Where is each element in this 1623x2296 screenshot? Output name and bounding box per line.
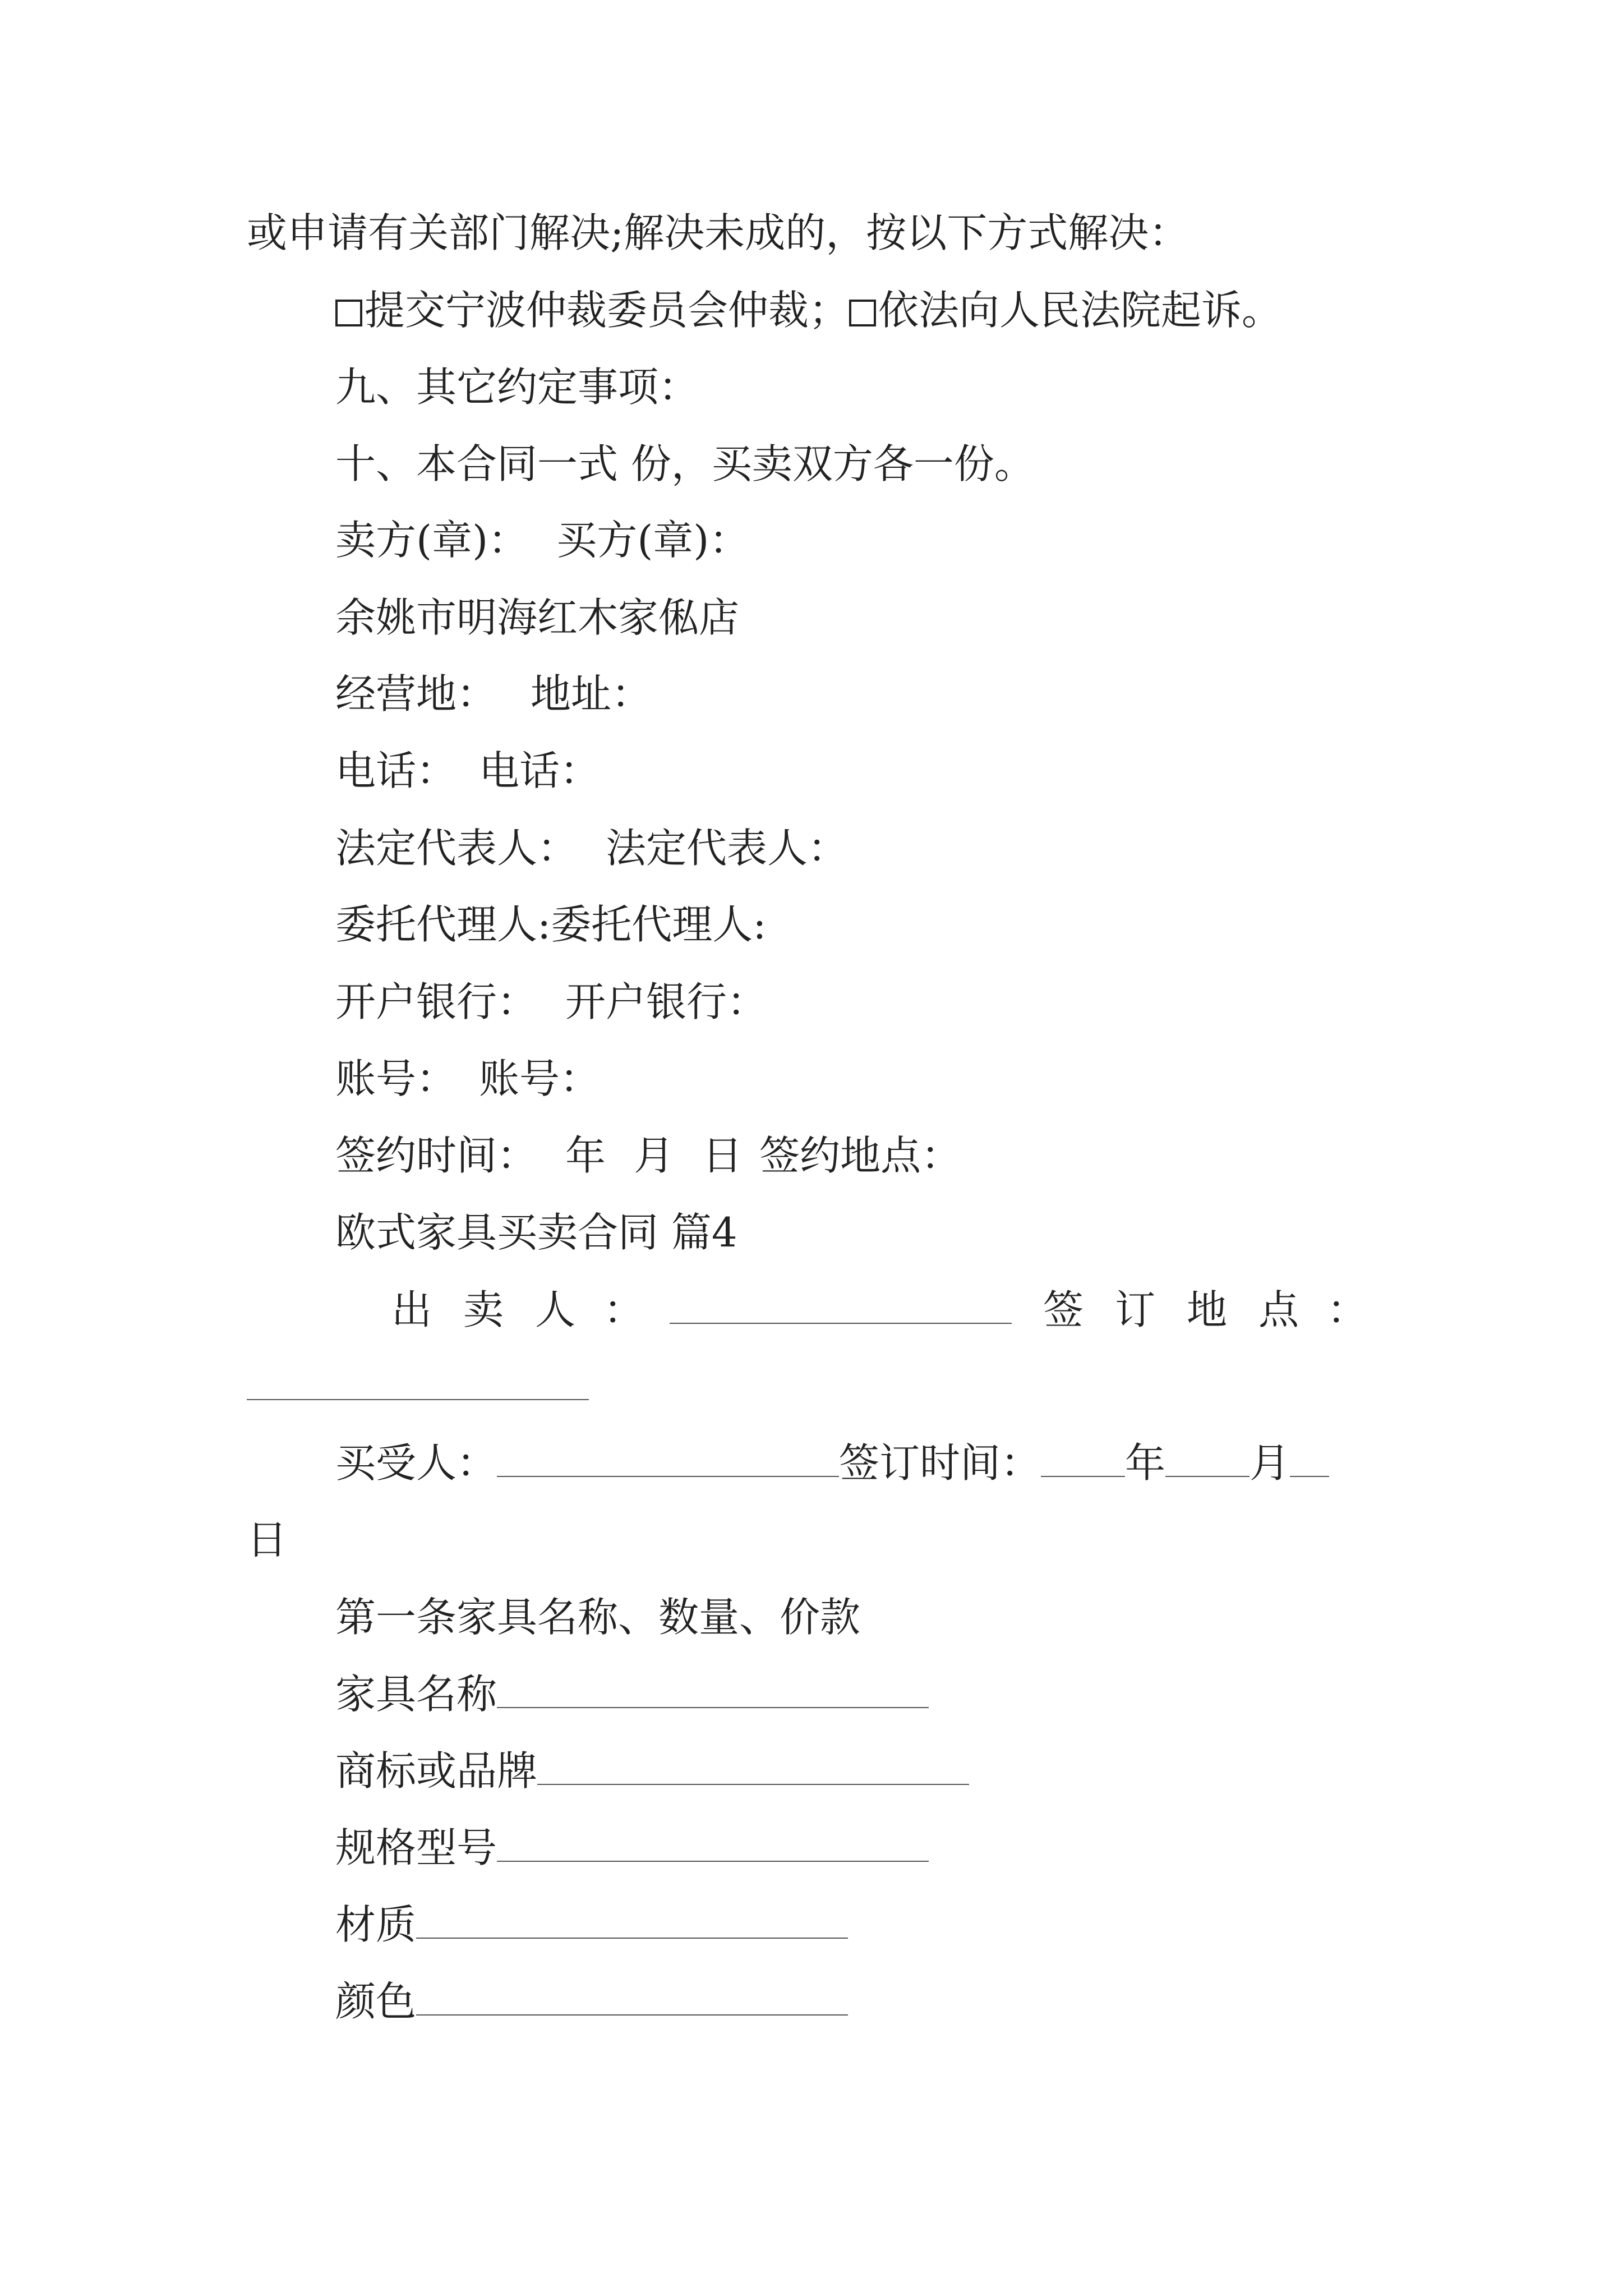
legal-rep-line: [335, 823, 848, 873]
material-blank[interactable]: [416, 1905, 848, 1939]
dispute-resolution-line: 或申请有关部门解决;解决未成的，按以下方式解决：: [247, 209, 1189, 256]
court-checkbox[interactable]: [849, 300, 876, 326]
day-label-2: 日: [247, 1516, 288, 1563]
seller-account-label: 账号：: [335, 1055, 457, 1102]
seller-stamp-label: 卖方(章)：: [335, 517, 529, 564]
sign-place-blank[interactable]: [247, 1366, 589, 1400]
seller-label-char: 人: [535, 1286, 576, 1333]
buyer-label: 买受人：: [335, 1439, 497, 1487]
item-9: 九、其它约定事项：: [335, 364, 699, 411]
arbitration-checkbox[interactable]: [335, 300, 362, 326]
year-label-2: 年: [1125, 1439, 1166, 1487]
sign-date-line: [335, 1130, 961, 1181]
color-line: [335, 1976, 848, 2027]
seller-bank-label: 开户银行：: [335, 978, 538, 1025]
address-label: 地址：: [531, 670, 652, 717]
color-blank[interactable]: [416, 1982, 848, 2016]
brand-label: 商标或品牌: [335, 1747, 538, 1795]
seller-label-char: 出: [391, 1286, 432, 1333]
material-line: [335, 1899, 848, 1950]
buyer-account-label: 账号：: [479, 1055, 601, 1102]
seller-blank[interactable]: [670, 1290, 1012, 1324]
model-label: 规格型号: [335, 1824, 497, 1871]
place-line: [335, 669, 652, 719]
buyer-blank[interactable]: [497, 1443, 839, 1477]
seller-phone-label: 电话：: [335, 747, 457, 794]
sign-place-colon: ：: [1327, 1286, 1368, 1333]
agent-line: 委托代理人:委托代理人:: [335, 901, 767, 948]
sign-place-char: 签: [1043, 1286, 1084, 1333]
buyer-stamp-label: 买方(章)：: [556, 517, 750, 564]
resolution-options-line: [335, 285, 1282, 335]
bank-line: [335, 977, 767, 1027]
year-label: 年: [565, 1132, 606, 1179]
furniture-name-label: 家具名称: [335, 1671, 497, 1718]
sign-time-label-2: 签订时间：: [839, 1439, 1041, 1487]
seller-label-colon: ：: [603, 1286, 644, 1333]
seller-name: 余姚市明海红木家俬店: [335, 594, 740, 641]
seller-label-char: 卖: [463, 1286, 504, 1333]
arbitration-option-label: 提交宁波仲裁委员会仲裁；: [365, 287, 850, 334]
furniture-name-blank[interactable]: [497, 1674, 929, 1708]
court-option-label: 依法向人民法院起诉。: [878, 287, 1283, 334]
furniture-name-line: [335, 1669, 929, 1719]
sign-place-blank-line: [247, 1361, 589, 1411]
seller-place-line: [391, 1285, 1390, 1335]
business-place-label: 经营地：: [335, 670, 497, 717]
day-label: 日: [702, 1132, 743, 1179]
sign-place-char: 订: [1115, 1286, 1156, 1333]
buyer-bank-label: 开户银行：: [565, 978, 768, 1025]
month-label-2: 月: [1249, 1439, 1290, 1487]
buyer-legal-rep-label: 法定代表人：: [606, 825, 849, 872]
section-title: 欧式家具买卖合同 篇4: [335, 1209, 737, 1256]
sign-place-label: 签约地点：: [759, 1132, 962, 1179]
brand-line: [335, 1746, 969, 1796]
model-line: [335, 1823, 929, 1873]
stamp-line: [335, 515, 749, 565]
sign-place-char: 点: [1258, 1286, 1299, 1333]
day-blank[interactable]: [1290, 1443, 1329, 1477]
month-blank[interactable]: [1165, 1443, 1249, 1477]
brand-blank[interactable]: [537, 1751, 969, 1785]
account-line: [335, 1053, 600, 1104]
year-blank[interactable]: [1041, 1443, 1125, 1477]
item-10: 十、本合同一式 份，买卖双方各一份。: [335, 440, 1035, 487]
material-label: 材质: [335, 1901, 417, 1948]
phone-line: [335, 746, 600, 796]
model-blank[interactable]: [497, 1828, 929, 1862]
article-1-title: 第一条家具名称、数量、价款: [335, 1594, 861, 1641]
seller-legal-rep-label: 法定代表人：: [335, 825, 578, 872]
sign-time-label: 签约时间：: [335, 1132, 538, 1179]
buyer-time-line: [335, 1438, 1329, 1488]
buyer-phone-label: 电话：: [479, 747, 601, 794]
sign-place-char: 地: [1187, 1286, 1228, 1333]
month-label: 月: [634, 1132, 675, 1179]
color-label: 颜色: [335, 1978, 417, 2025]
